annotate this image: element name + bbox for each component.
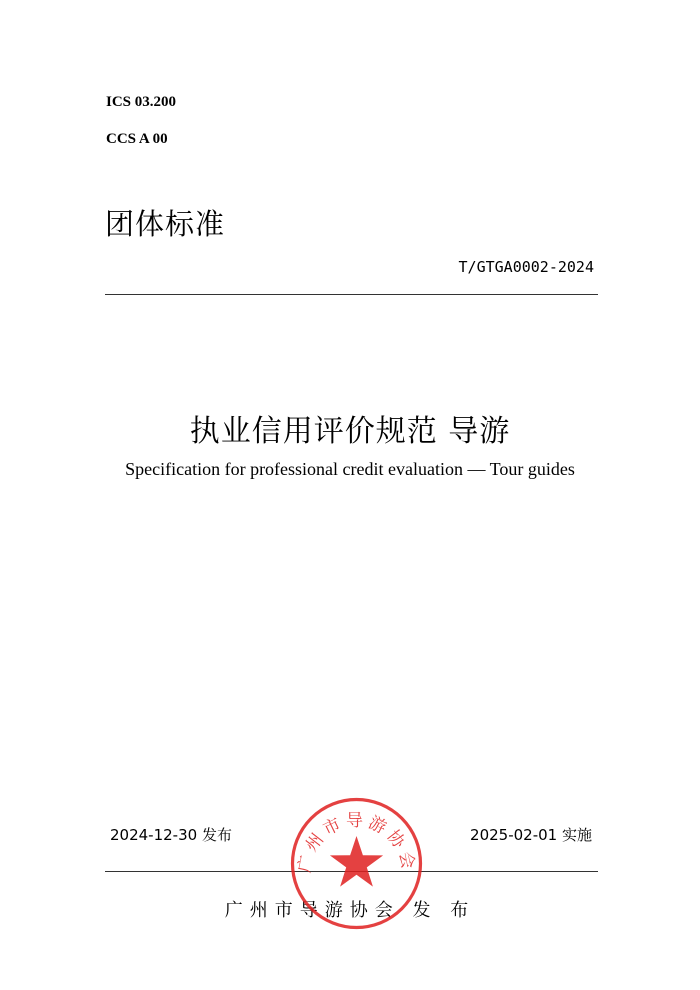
document-number: T/GTGA0002-2024 — [458, 258, 594, 276]
official-seal — [289, 796, 424, 931]
issue-date: 2024-12-30 发布 — [110, 826, 232, 844]
title-english: Specification for professional credit evaluation — Tour guides — [125, 459, 575, 479]
title-chinese: 执业信用评价规范 导游 — [189, 414, 511, 449]
publisher: 广州市导游协会 发 布 — [224, 900, 476, 921]
top-divider — [105, 294, 598, 295]
document-type: 团体标准 — [105, 207, 226, 241]
ics-code: ICS 03.200 — [106, 94, 177, 110]
ccs-code: CCS A 00 — [106, 131, 168, 147]
star-icon — [330, 836, 383, 887]
seal-text: 广州市导游协会 — [294, 811, 419, 875]
implementation-date: 2025-02-01 实施 — [470, 826, 592, 844]
